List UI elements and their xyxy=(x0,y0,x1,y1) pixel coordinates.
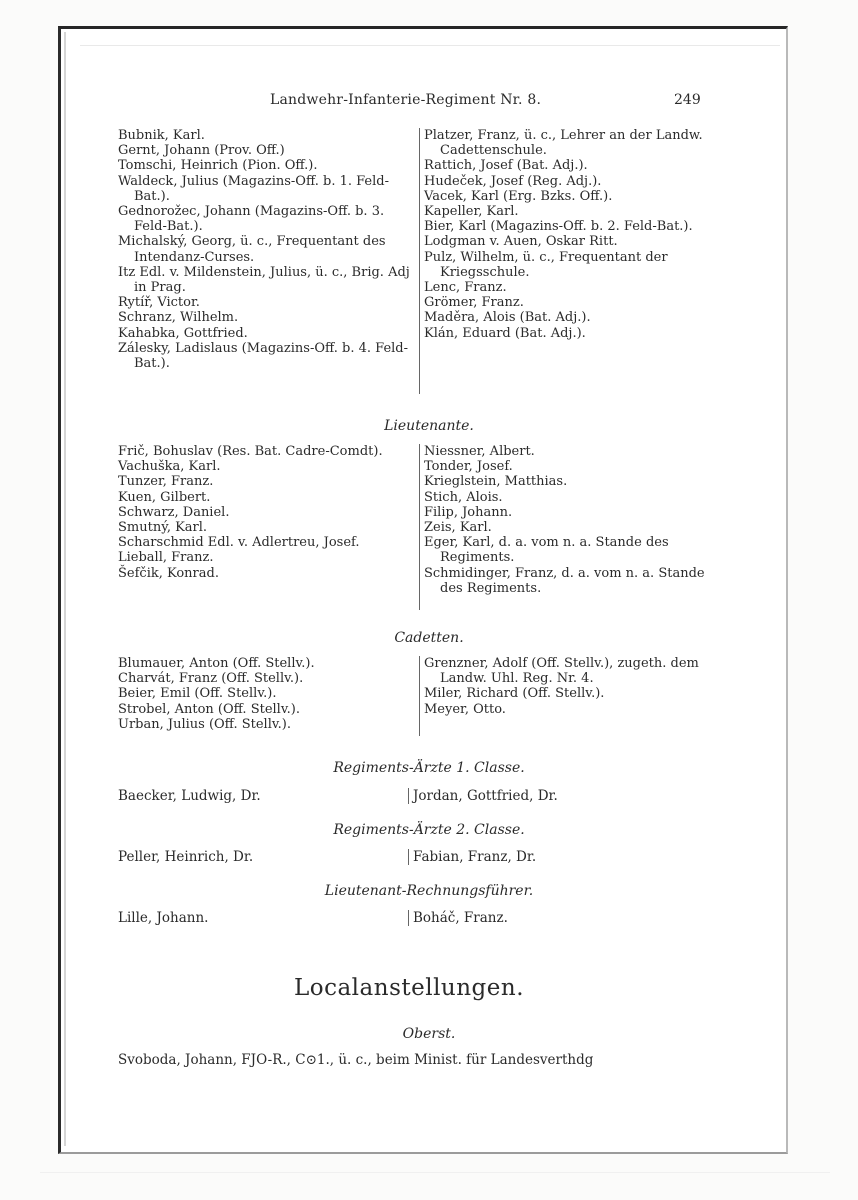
bleed-through-line xyxy=(80,45,780,46)
block1-right-column xyxy=(419,128,714,394)
list-item: Klán, Eduard (Bat. Adj.). xyxy=(424,325,586,341)
list-item: Bubnik, Karl. xyxy=(118,128,205,143)
list-item: Schmidinger, Franz, d. a. vom n. a. Stande des Regiments. xyxy=(424,565,705,596)
list-item: Hudeček, Josef (Reg. Adj.). xyxy=(424,173,602,189)
list-item: Stich, Alois. xyxy=(424,489,503,505)
list-item: Urban, Julius (Off. Stellv.). xyxy=(118,716,291,732)
list-item: Frič, Bohuslav (Res. Bat. Cadre-Comdt). xyxy=(118,444,383,459)
list-item: Grömer, Franz. xyxy=(424,295,524,311)
list-item: Lenc, Franz. xyxy=(424,280,507,296)
main-heading: Localanstellungen. xyxy=(293,975,525,1001)
list-item: Eger, Karl, d. a. vom n. a. Stande des Regiments. xyxy=(424,535,669,566)
list-item: Gednorožec, Johann (Magazins-Off. b. 3. Feld-Bat.). xyxy=(118,204,385,235)
list-item: Lieball, Franz. xyxy=(118,550,214,566)
list-item: Smutný, Karl. xyxy=(118,520,208,536)
list-item: Svoboda, Johann, FJO-R., C⊙1., ü. c., beim Minist. für Landesverthdg xyxy=(118,1052,594,1068)
list-item: Lille, Johann. xyxy=(118,910,209,926)
section-title-aerzte-1: Regiments-Ärzte 1. Classe. xyxy=(333,760,525,776)
list-item: Rytíř, Victor. xyxy=(118,295,200,311)
list-item: Niessner, Albert. xyxy=(424,444,535,459)
list-item: Jordan, Gottfried, Dr. xyxy=(408,788,558,804)
lieutenante-left-column xyxy=(118,444,414,581)
list-item: Beier, Emil (Off. Stellv.). xyxy=(118,686,277,702)
list-item: Maděra, Alois (Bat. Adj.). xyxy=(424,310,591,326)
list-item: Vachuška, Karl. xyxy=(118,459,221,475)
block1-left-column xyxy=(118,128,414,371)
list-item: Gernt, Johann (Prov. Off.) xyxy=(118,143,285,159)
list-item: Schranz, Wilhelm. xyxy=(118,310,239,326)
list-item: Zeis, Karl. xyxy=(424,520,492,536)
list-item: Fabian, Franz, Dr. xyxy=(408,849,536,865)
list-item: Strobel, Anton (Off. Stellv.). xyxy=(118,701,300,717)
list-item: Itz Edl. v. Mildenstein, Julius, ü. c., Brig. Adj in Prag. xyxy=(118,264,410,296)
list-item: Zálesky, Ladislaus (Magazins-Off. b. 4. Feld-Bat.). xyxy=(118,340,409,372)
list-item: Kuen, Gilbert. xyxy=(118,489,211,505)
list-item: Miler, Richard (Off. Stellv.). xyxy=(424,686,605,702)
section-title-cadetten: Cadetten. xyxy=(394,630,464,646)
list-item: Charvát, Franz (Off. Stellv.). xyxy=(118,671,304,687)
list-item: Vacek, Karl (Erg. Bzks. Off.). xyxy=(424,188,613,204)
list-item: Lodgman v. Auen, Oskar Ritt. xyxy=(424,234,618,250)
list-item: Platzer, Franz, ü. c., Lehrer an der Landw. Cadettenschule. xyxy=(424,128,703,159)
list-item: Tunzer, Franz. xyxy=(118,474,214,490)
list-item: Peller, Heinrich, Dr. xyxy=(118,849,254,865)
page-number: 249 xyxy=(674,92,701,108)
list-item: Kahabka, Gottfried. xyxy=(118,325,248,341)
section-title-lieutenante: Lieutenante. xyxy=(384,418,474,434)
list-item: Michalský, Georg, ü. c., Frequentant des Intendanz-Curses. xyxy=(118,234,386,265)
list-item: Boháč, Franz. xyxy=(408,910,508,926)
lieutenante-right-column xyxy=(419,444,714,610)
list-item: Pulz, Wilhelm, ü. c., Frequentant der Kriegsschule. xyxy=(424,249,668,280)
list-item: Scharschmid Edl. v. Adlertreu, Josef. xyxy=(118,535,360,551)
list-item: Waldeck, Julius (Magazins-Off. b. 1. Feld-Bat.). xyxy=(118,173,389,204)
list-item: Tomschi, Heinrich (Pion. Off.). xyxy=(118,158,318,174)
section-title-oberst: Oberst. xyxy=(402,1026,456,1042)
section-title-rechnungsfuehrer: Lieutenant-Rechnungsführer. xyxy=(324,883,534,899)
list-item: Rattich, Josef (Bat. Adj.). xyxy=(424,158,588,174)
list-item: Schwarz, Daniel. xyxy=(118,504,230,520)
cadetten-right-column xyxy=(419,656,714,736)
bottom-edge-line xyxy=(40,1172,830,1173)
list-item: Baecker, Ludwig, Dr. xyxy=(118,788,261,804)
list-item: Meyer, Otto. xyxy=(424,701,506,717)
list-item: Blumauer, Anton (Off. Stellv.). xyxy=(118,656,315,671)
list-item: Filip, Johann. xyxy=(424,504,513,520)
running-head: Landwehr-Infanterie-Regiment Nr. 8. xyxy=(270,92,542,108)
cadetten-left-column xyxy=(118,656,414,732)
list-item: Tonder, Josef. xyxy=(424,459,513,475)
list-item: Šefčik, Konrad. xyxy=(118,565,219,581)
section-title-aerzte-2: Regiments-Ärzte 2. Classe. xyxy=(333,822,525,838)
list-item: Grenzner, Adolf (Off. Stellv.), zugeth. dem Landw. Uhl. Reg. Nr. 4. xyxy=(424,656,699,687)
list-item: Bier, Karl (Magazins-Off. b. 2. Feld-Bat.). xyxy=(424,219,693,235)
list-item: Krieglstein, Matthias. xyxy=(424,474,568,490)
list-item: Kapeller, Karl. xyxy=(424,204,519,220)
